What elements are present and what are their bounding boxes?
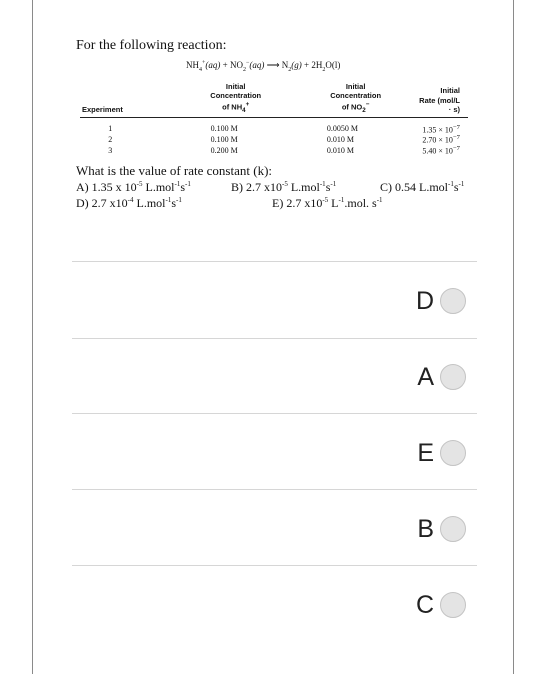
choice-letter: E [417,438,434,467]
radio-button[interactable] [440,440,466,466]
option-b-text: B) 2.7 $x10^{-5}$ $L.mol^{-1}s^{-1}$ [231,180,337,194]
choice-a[interactable] [417,360,466,394]
option-e-text: E) 2.7 $x10^{-5}$ $L^{-1}.mol$. $s^{-1}$ [272,196,383,210]
radio-button[interactable] [440,288,466,314]
divider [72,565,477,566]
choice-d[interactable] [416,284,466,318]
choice-letter: D [415,286,434,315]
choice-c[interactable] [416,588,466,622]
table-row: 1 0.100 M 0.0050 M $1.35 \times 10^{-7}$ [108,123,460,135]
divider [72,338,477,339]
rate-data-table [80,82,468,156]
divider [72,413,477,414]
divider [72,489,477,490]
option-a-text: A) 1.35 x $10^{-5}$ $L.mol^{-1}s^{-1}$ [76,180,191,194]
question-prompt: What is the value of rate constant (k): [76,163,273,178]
header-experiment: Experiment [80,82,175,117]
radio-button[interactable] [440,592,466,618]
reaction-equation: $NH_4^+(aq) + NO_2^-(aq)$ ⟶ $N_2(g) + 2H_2O(l)$ [186,60,341,73]
choice-letter: B [417,514,434,543]
radio-button[interactable] [440,364,466,390]
choice-e[interactable] [417,436,466,470]
option-c-text: C) 0.54 $L.mol^{-1}s^{-1}$ [380,180,465,194]
reaction-arrow: ⟶ [266,60,280,70]
option-d-text: D) 2.7 $x10^{-4}$ $L.mol^{-1}s^{-1}$ [76,196,182,210]
choice-b[interactable] [417,512,466,546]
header-no2-concentration: Initial Concentration of $NO_2^-$ [297,82,415,117]
choice-letter: A [417,362,434,391]
divider [72,261,477,262]
table-row: 2 0.100 M 0.010 M $2.70 \times 10^{-7}$ [108,134,460,146]
radio-button[interactable] [440,516,466,542]
table-row: 3 0.200 M 0.010 M $5.40 \times 10^{-7}$ [108,145,460,156]
header-nh4-concentration: Initial Concentration of $NH_4^+$ [175,82,297,117]
question-intro: For the following reaction: [76,38,227,53]
header-initial-rate: Initial Rate (mol/L · s) [414,82,468,117]
choice-letter: C [415,590,434,619]
